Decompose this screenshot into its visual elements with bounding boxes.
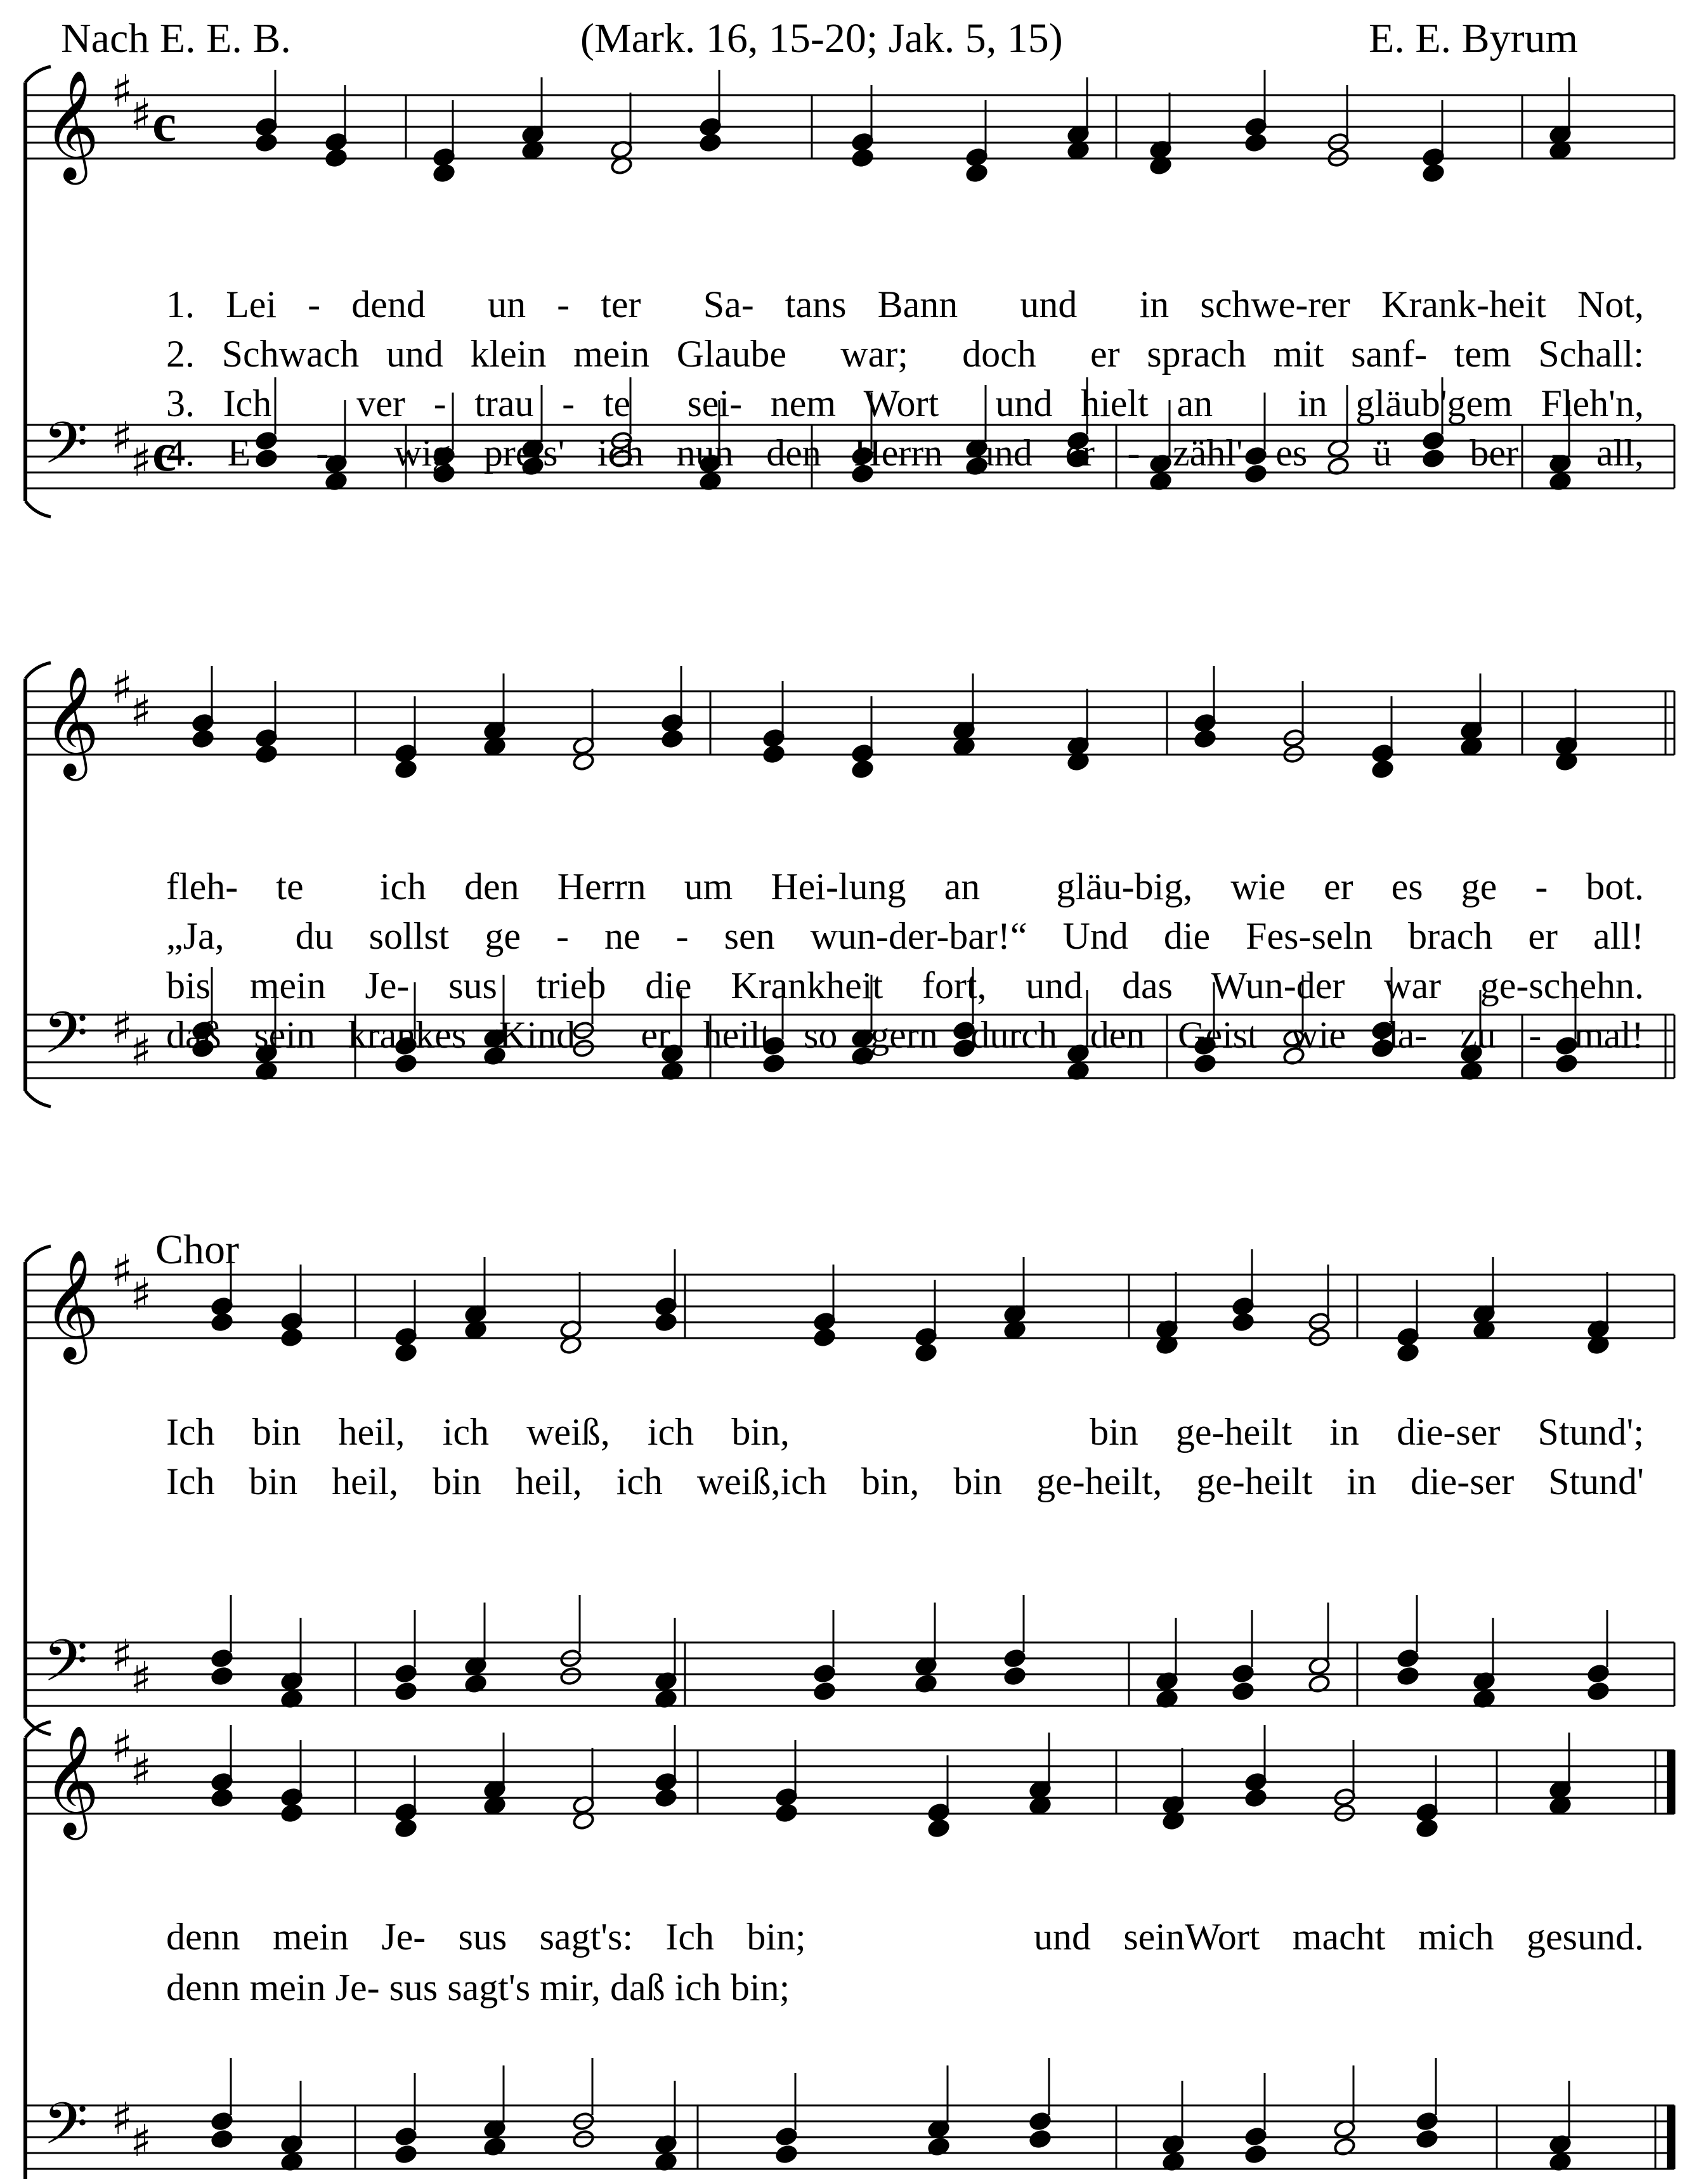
lyric-line: Ich bin heil, ich weiß, ich bin, bin ge-heilt in die-ser Stund';: [166, 1411, 1644, 1453]
lyric-line: 4. E - wig preis' ich nun den Herrn und er - zähl' es ü - ber - all,: [166, 432, 1644, 474]
key-signature-sharp-icon: ♯: [130, 1024, 152, 1076]
note-head: [211, 1788, 233, 1808]
note-head: [1194, 1054, 1216, 1074]
note-head: [813, 1328, 836, 1348]
note-head: [280, 1804, 303, 1823]
key-signature-sharp-icon: ♯: [111, 661, 133, 713]
key-signature-sharp-icon: ♯: [111, 1720, 133, 1772]
note-head: [915, 1343, 937, 1363]
note-head: [1244, 1788, 1267, 1808]
note-head: [1371, 760, 1394, 779]
final-barline: [1667, 2105, 1674, 2169]
chorus-label: Chor: [155, 1226, 239, 1273]
note-head: [1397, 1343, 1419, 1363]
note-head: [1416, 1819, 1438, 1838]
bass-clef-icon: 𝄢: [43, 2090, 88, 2171]
final-barline: [1667, 1750, 1674, 1814]
note-head: [211, 1313, 233, 1332]
note-head: [1397, 1667, 1419, 1686]
note-head: [775, 2145, 798, 2164]
lyric-line: denn mein Je- sus sagt's: Ich bin; und seinWort macht mich gesund.: [166, 1916, 1644, 1958]
key-signature-sharp-icon: ♯: [130, 685, 152, 737]
note-head: [927, 1819, 950, 1838]
note-head: [1587, 1682, 1610, 1701]
note-head: [1003, 1667, 1026, 1686]
note-head: [433, 164, 455, 183]
bracket-hook: [25, 1091, 51, 1107]
note-head: [1244, 2145, 1267, 2164]
bracket-hook: [25, 501, 51, 517]
note-head: [762, 1054, 785, 1074]
lyric-line: 2. Schwach und klein mein Glaube war; doch er sprach mit sanf- tem Schall:: [166, 333, 1644, 375]
note-head: [255, 133, 278, 153]
note-head: [655, 1788, 677, 1808]
key-signature-sharp-icon: ♯: [111, 1245, 133, 1297]
note-head: [965, 164, 988, 183]
treble-clef-icon: 𝄞: [43, 70, 100, 180]
key-signature-sharp-icon: ♯: [130, 2115, 152, 2167]
common-time-icon: c: [152, 422, 177, 483]
bass-clef-icon: 𝄢: [43, 999, 88, 1081]
lyric-line: Ich bin heil, bin heil, ich weiß,ich bin, bin ge-heilt, ge-heilt in die-ser Stund': [166, 1460, 1644, 1502]
note-head: [1029, 2130, 1052, 2149]
key-signature-sharp-icon: ♯: [130, 1268, 152, 1320]
key-signature-sharp-icon: ♯: [130, 434, 152, 486]
lyric-line: bis mein Je- sus trieb die Krankheit fort, und das Wun-der war ge-schehn.: [166, 965, 1644, 1006]
note-head: [211, 1667, 233, 1686]
lyric-line: 3. Ich ver - trau - te sei- nem Wort und hielt an in gläub'gem Fleh'n,: [166, 382, 1644, 424]
treble-clef-icon: 𝄞: [43, 666, 100, 776]
treble-clef-icon: 𝄞: [43, 1249, 100, 1360]
author-credit: E. E. Byrum: [1369, 15, 1578, 62]
treble-clef-icon: 𝄞: [43, 1725, 100, 1835]
note-head: [325, 148, 348, 168]
note-head: [699, 133, 722, 153]
lyric-line: denn mein Je- sus sagt's mir, daß ich bin;: [166, 1967, 790, 2008]
note-head: [851, 760, 874, 779]
note-head: [280, 1328, 303, 1348]
note-head: [394, 1054, 417, 1074]
note-head: [394, 1343, 417, 1363]
key-signature-sharp-icon: ♯: [111, 2093, 133, 2145]
note-head: [813, 1682, 836, 1701]
key-signature-sharp-icon: ♯: [111, 1630, 133, 1682]
note-head: [394, 1682, 417, 1701]
note-head: [559, 1667, 582, 1686]
key-signature-sharp-icon: ♯: [130, 89, 152, 141]
note-head: [1555, 1054, 1578, 1074]
note-head: [762, 745, 785, 764]
note-head: [394, 760, 417, 779]
key-signature-sharp-icon: ♯: [111, 65, 133, 117]
lyric-line: 1. Lei - dend un - ter Sa- tans Bann und in schwe-rer Krank-heit Not,: [166, 283, 1644, 325]
note-head: [255, 745, 278, 764]
common-time-icon: c: [152, 92, 177, 153]
note-head: [394, 1819, 417, 1838]
note-head: [775, 1804, 798, 1823]
note-head: [1416, 2130, 1438, 2149]
lyric-line: daß sein krankes Kind er heilt so gern durch den Geist wie da- zu - mal!: [166, 1014, 1644, 1056]
note-head: [1194, 729, 1216, 749]
note-head: [394, 2145, 417, 2164]
note-head: [572, 2130, 595, 2149]
note-head: [1232, 1682, 1255, 1701]
key-signature-sharp-icon: ♯: [130, 1652, 152, 1704]
note-head: [211, 2130, 233, 2149]
key-signature-sharp-icon: ♯: [130, 1744, 152, 1796]
key-signature-sharp-icon: ♯: [111, 1002, 133, 1054]
note-head: [1422, 164, 1445, 183]
tune-credit: Nach E. E. B.: [61, 15, 291, 62]
scripture-reference: (Mark. 16, 15-20; Jak. 5, 15): [580, 15, 1063, 62]
note-head: [661, 729, 684, 749]
note-head: [192, 729, 214, 749]
note-head: [655, 1313, 677, 1332]
lyric-line: „Ja, du sollst ge - ne - sen wun-der-bar!“ Und die Fes-seln brach er all!: [166, 915, 1644, 957]
lyric-line: fleh- te ich den Herrn um Hei-lung an gläu-big, wie er es ge - bot.: [166, 866, 1644, 907]
note-head: [1244, 133, 1267, 153]
bass-clef-icon: 𝄢: [43, 410, 88, 491]
key-signature-sharp-icon: ♯: [111, 412, 133, 464]
bass-clef-icon: 𝄢: [43, 1627, 88, 1708]
note-head: [1232, 1313, 1255, 1332]
note-head: [851, 148, 874, 168]
